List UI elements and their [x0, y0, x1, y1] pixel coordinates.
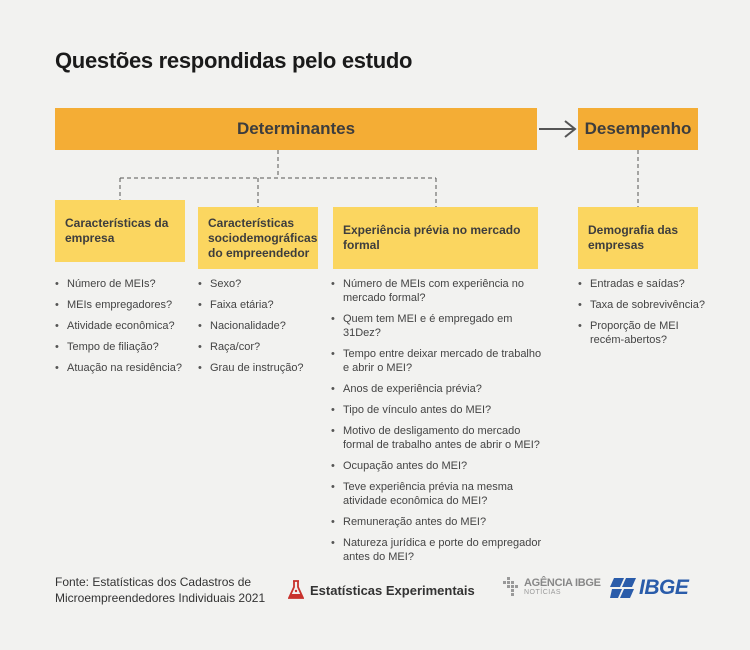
determinantes-bar: Determinantes: [55, 108, 537, 150]
list-caracteristicas-empresa: [55, 277, 195, 382]
logo-experimentais-text: Estatísticas Experimentais: [310, 582, 475, 598]
logo-estatisticas-experimentais: [288, 580, 475, 600]
list-item: • Atuação na residência?: [55, 361, 195, 375]
card-caracteristicas-empresa: [55, 200, 185, 262]
card-label: Demografia das empresas: [588, 223, 679, 252]
list-item: • Tempo de filiação?: [55, 340, 195, 354]
list-item: • Anos de experiência prévia?: [331, 382, 546, 396]
flask-icon: [288, 580, 304, 600]
page-title: Questões respondidas pelo estudo: [55, 48, 413, 73]
card-demografia-empresas: [578, 207, 698, 269]
card-label: Experiência prévia no mercado formal: [343, 223, 521, 252]
card-experiencia-previa: [333, 207, 538, 269]
agencia-grid-icon: [503, 577, 521, 599]
list-item: • Grau de instrução?: [198, 361, 326, 375]
list-item: • Teve experiência prévia na mesma atividade econômica do MEI?: [331, 480, 546, 508]
source-note: Fonte: Estatísticas dos Cadastros de Microempreendedores Individuais 2021: [55, 575, 266, 605]
desempenho-bar: Desempenho: [578, 108, 698, 150]
list-item: • Raça/cor?: [198, 340, 326, 354]
logo-agencia-sub: NOTÍCIAS: [524, 589, 562, 596]
list-item: • MEIs empregadores?: [55, 298, 195, 312]
list-experiencia-previa: [331, 277, 546, 571]
list-item: • Tipo de vínculo antes do MEI?: [331, 403, 546, 417]
card-label: Características sociodemográficas do empreendedor: [208, 215, 318, 260]
ibge-shapes-icon: [610, 578, 636, 598]
card-label: Características da empresa: [65, 216, 169, 245]
list-item: • Quem tem MEI e é empregado em 31Dez?: [331, 312, 546, 340]
list-item: • Motivo de desligamento do mercado formal de trabalho antes de abrir o MEI?: [331, 424, 546, 452]
list-item: • Ocupação antes do MEI?: [331, 459, 546, 473]
logo-agencia-main: AGÊNCIA IBGE: [524, 577, 601, 589]
list-item: • Entradas e saídas?: [578, 277, 708, 291]
list-demografia-empresas: [578, 277, 708, 354]
list-item: • Faixa etária?: [198, 298, 326, 312]
list-item: • Número de MEIs?: [55, 277, 195, 291]
list-item: • Atividade econômica?: [55, 319, 195, 333]
list-caracteristicas-sociodemograficas: [198, 277, 326, 382]
list-item: • Tempo entre deixar mercado de trabalho e abrir o MEI?: [331, 347, 546, 375]
list-item: • Natureza jurídica e porte do empregador antes do MEI?: [331, 536, 546, 564]
list-item: • Sexo?: [198, 277, 326, 291]
list-item: • Proporção de MEI recém-abertos?: [578, 319, 708, 347]
logo-ibge: [610, 576, 688, 600]
list-item: • Taxa de sobrevivência?: [578, 298, 708, 312]
list-item: • Nacionalidade?: [198, 319, 326, 333]
list-item: • Número de MEIs com experiência no mercado formal?: [331, 277, 546, 305]
logo-ibge-text: IBGE: [639, 576, 689, 599]
logo-agencia-ibge: [503, 577, 601, 599]
list-item: • Remuneração antes do MEI?: [331, 515, 546, 529]
card-caracteristicas-sociodemograficas: [198, 207, 318, 269]
